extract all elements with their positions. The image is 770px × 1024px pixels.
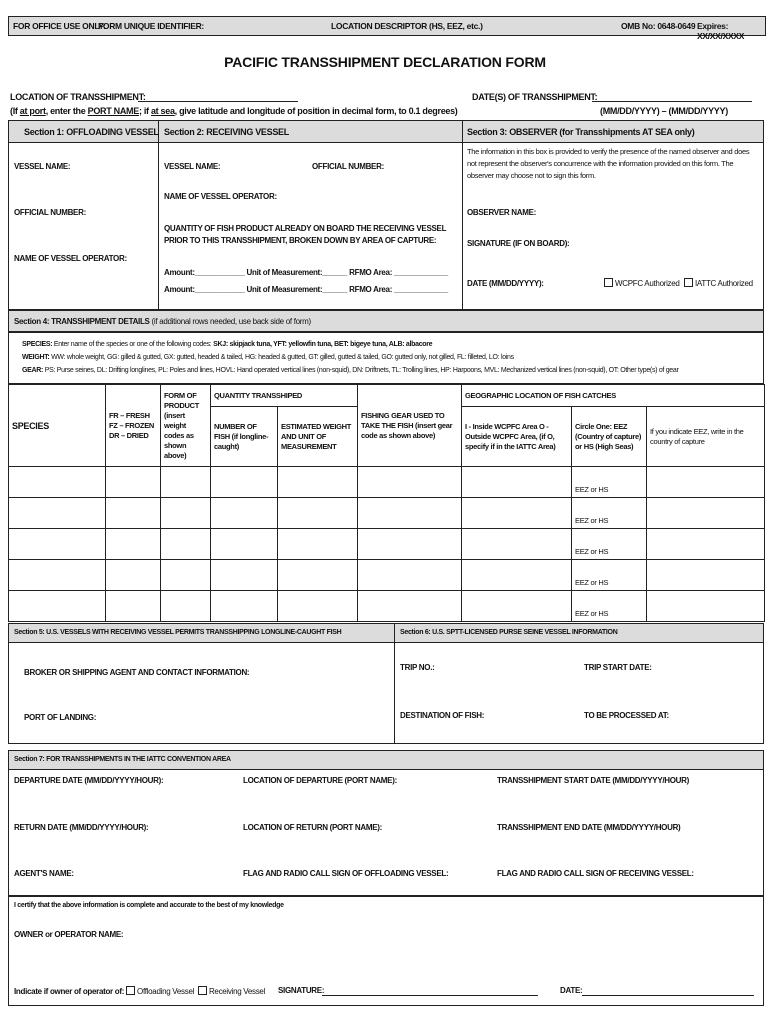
eez-hs-hint: EEZ or HS: [572, 529, 647, 560]
col-state: FR – FRESH FZ – FROZEN DR – DRIED: [106, 385, 161, 467]
col-species: SPECIES: [9, 385, 106, 467]
trip-no-field[interactable]: TRIP NO.:: [400, 663, 435, 672]
section4-title: Section 4: TRANSSHIPMENT DETAILS (if additional rows needed, use back side of form): [14, 317, 311, 326]
location-instruction: (If at port, enter the PORT NAME; if at sea, give latitude and longitude of position in decimal form, to 0.1 degrees): [10, 106, 458, 116]
s2-quantity-note: QUANTITY OF FISH PRODUCT ALREADY ON BOARD THE RECEIVING VESSEL PRIOR TO THIS TRANSSHIPMENT, BROKEN DOWN BY AREA OF CAPTURE:: [164, 224, 447, 245]
table-row[interactable]: [9, 498, 765, 529]
section6-title: Section 6: U.S. SPTT-LICENSED PURSE SEINE VESSEL INFORMATION: [400, 629, 618, 636]
table-row[interactable]: [9, 467, 765, 498]
date-label: DATE:: [560, 986, 583, 995]
owner-name-field[interactable]: OWNER or OPERATOR NAME:: [14, 930, 124, 939]
iattc-checkbox[interactable]: IATTC Authorized: [684, 278, 753, 288]
location-descriptor-label: LOCATION DESCRIPTOR (HS, EEZ, etc.): [331, 21, 483, 31]
unique-id-label: FORM UNIQUE IDENTIFIER:: [98, 21, 204, 31]
signature-label: SIGNATURE:: [278, 986, 325, 995]
s1-operator[interactable]: NAME OF VESSEL OPERATOR:: [14, 254, 127, 263]
expires-label: Expires: XX/XX/XXXX: [697, 21, 745, 41]
office-use-bar: [8, 16, 766, 41]
s3-signature[interactable]: SIGNATURE (IF ON BOARD):: [467, 239, 570, 248]
office-use-label: FOR OFFICE USE ONLY:: [13, 21, 106, 31]
flag-receiving-field[interactable]: FLAG AND RADIO CALL SIGN OF RECEIVING VESSEL:: [497, 869, 694, 878]
dates-format: (MM/DD/YYYY) – (MM/DD/YYYY): [600, 106, 728, 116]
checkbox-icon: [684, 278, 693, 287]
s3-date[interactable]: DATE (MM/DD/YYYY):: [467, 279, 544, 288]
location-input[interactable]: [138, 101, 298, 102]
signature-line[interactable]: [322, 995, 538, 996]
destination-field[interactable]: DESTINATION OF FISH:: [400, 711, 485, 720]
s3-observer-name[interactable]: OBSERVER NAME:: [467, 208, 536, 217]
ts-end-field[interactable]: TRANSSHIPMENT END DATE (MM/DD/YYYY/HOUR): [497, 823, 681, 832]
col-weight: ESTIMATED WEIGHT AND UNIT OF MEASUREMENT: [278, 407, 358, 467]
table-row[interactable]: [9, 560, 765, 591]
eez-hs-hint: EEZ or HS: [572, 591, 647, 622]
dates-label: DATE(S) OF TRANSSHIPMENT:: [472, 92, 598, 102]
eez-hs-hint: EEZ or HS: [572, 467, 647, 498]
return-date-field[interactable]: RETURN DATE (MM/DD/YYYY/HOUR):: [14, 823, 149, 832]
codes-legend-text: SPECIES: Enter name of the species or one of the following codes: SKJ: skipjack tuna, YFT: yellowfin tuna, BET: bigeye tuna, ALB: albacore WEIGHT: WW: whole weight, GG: gilled & gutted, GX: gutted, headed & tailed, HG: headed & gutted, GT: gilled, gutted & tailed, GO: gutted only, not gilled, FL: filleted, LO: loins GEAR: PS: Purse seines, DL: Drifting longlines, PL: Poles and lines, HOVL: Hand operated vertical lines (non-squid), DN: Driftnets, TL: Trolling lines, HP: Harpoons, MVL: Mechanized vertical lines (non-squid), OT: Other type(s) of gear: [22, 341, 679, 374]
receiving-checkbox[interactable]: Receiving Vessel: [198, 987, 265, 996]
col-qty: QUANTITY TRANSSHIPED: [211, 385, 358, 407]
eez-hs-hint: EEZ or HS: [572, 498, 647, 529]
departure-location-field[interactable]: LOCATION OF DEPARTURE (PORT NAME):: [243, 776, 397, 785]
col-geo: GEOGRAPHIC LOCATION OF FISH CATCHES: [462, 385, 765, 407]
col-io: I - Inside WCPFC Area O - Outside WCPFC Area, (if O, specify if in the IATTC Area): [462, 407, 572, 467]
offloading-checkbox[interactable]: Offloading Vessel: [126, 987, 194, 996]
col-form: FORM OF PRODUCT (insert weight codes as shown above): [161, 385, 211, 467]
col-country: If you indicate EEZ, write in the country of capture: [647, 407, 765, 467]
omb-number: OMB No: 0648-0649: [621, 21, 696, 31]
dates-input[interactable]: [592, 101, 752, 102]
col-number: NUMBER OF FISH (if longline-caught): [211, 407, 278, 467]
checkbox-icon: [126, 986, 135, 995]
broker-field[interactable]: BROKER OR SHIPPING AGENT AND CONTACT INFORMATION:: [24, 668, 250, 677]
checkbox-icon: [604, 278, 613, 287]
port-landing-field[interactable]: PORT OF LANDING:: [24, 713, 97, 722]
location-label: LOCATION OF TRANSSHIPMENT:: [10, 92, 146, 102]
section2-title: Section 2: RECEIVING VESSEL: [164, 127, 289, 137]
col-gear: FISHING GEAR USED TO TAKE THE FISH (insert gear code as shown above): [358, 385, 462, 467]
section7-title: Section 7: FOR TRANSSHIPMENTS IN THE IATTC CONVENTION AREA: [14, 756, 231, 763]
return-location-field[interactable]: LOCATION OF RETURN (PORT NAME):: [243, 823, 382, 832]
wcpfc-checkbox[interactable]: WCPFC Authorized: [604, 278, 680, 288]
trip-start-field[interactable]: TRIP START DATE:: [584, 663, 652, 672]
checkbox-icon: [198, 986, 207, 995]
transshipment-table: [8, 384, 765, 622]
certify-statement: I certify that the above information is complete and accurate to the best of my knowledge: [14, 902, 284, 909]
table-row[interactable]: [9, 591, 765, 622]
s2-operator[interactable]: NAME OF VESSEL OPERATOR:: [164, 192, 277, 201]
s2-vessel-name[interactable]: VESSEL NAME:: [164, 162, 221, 171]
s3-info: The information in this box is provided to verify the presence of the named observer and does not represent the observer's concurrence with the information provided on this form. The observer may choose not to sign this form.: [467, 147, 750, 180]
col-circle: Circle One: EEZ (Country of capture) or HS (High Seas): [572, 407, 647, 467]
section3-title: Section 3: OBSERVER (for Transshipments AT SEA only): [467, 127, 695, 137]
section5-title: Section 5: U.S. VESSELS WITH RECEIVING VESSEL PERMITS TRANSSHIPPING LONGLINE-CAUGHT FISH: [14, 629, 342, 636]
s1-vessel-name[interactable]: VESSEL NAME:: [14, 162, 71, 171]
departure-date-field[interactable]: DEPARTURE DATE (MM/DD/YYYY/HOUR):: [14, 776, 164, 785]
agent-name-field[interactable]: AGENT'S NAME:: [14, 869, 74, 878]
section1-title: Section 1: OFFLOADING VESSEL: [24, 127, 159, 137]
s2-amount-row-2[interactable]: Amount:____________ Unit of Measurement:______ RFMO Area: _____________: [164, 285, 448, 294]
s2-amount-row-1[interactable]: Amount:____________ Unit of Measurement:______ RFMO Area: _____________: [164, 268, 448, 277]
table-row[interactable]: [9, 529, 765, 560]
indicate-owner: Indicate if owner of operator of: Offloading Vessel Receiving Vessel: [14, 987, 266, 996]
form-title: PACIFIC TRANSSHIPMENT DECLARATION FORM: [224, 54, 546, 70]
ts-start-field[interactable]: TRANSSHIPMENT START DATE (MM/DD/YYYY/HOUR): [497, 776, 689, 785]
date-line[interactable]: [582, 995, 754, 996]
processed-at-field[interactable]: TO BE PROCESSED AT:: [584, 711, 669, 720]
eez-hs-hint: EEZ or HS: [572, 560, 647, 591]
flag-offloading-field[interactable]: FLAG AND RADIO CALL SIGN OF OFFLOADING VESSEL:: [243, 869, 449, 878]
s2-official-number[interactable]: OFFICIAL NUMBER:: [312, 162, 384, 171]
s1-official-number[interactable]: OFFICIAL NUMBER:: [14, 208, 86, 217]
